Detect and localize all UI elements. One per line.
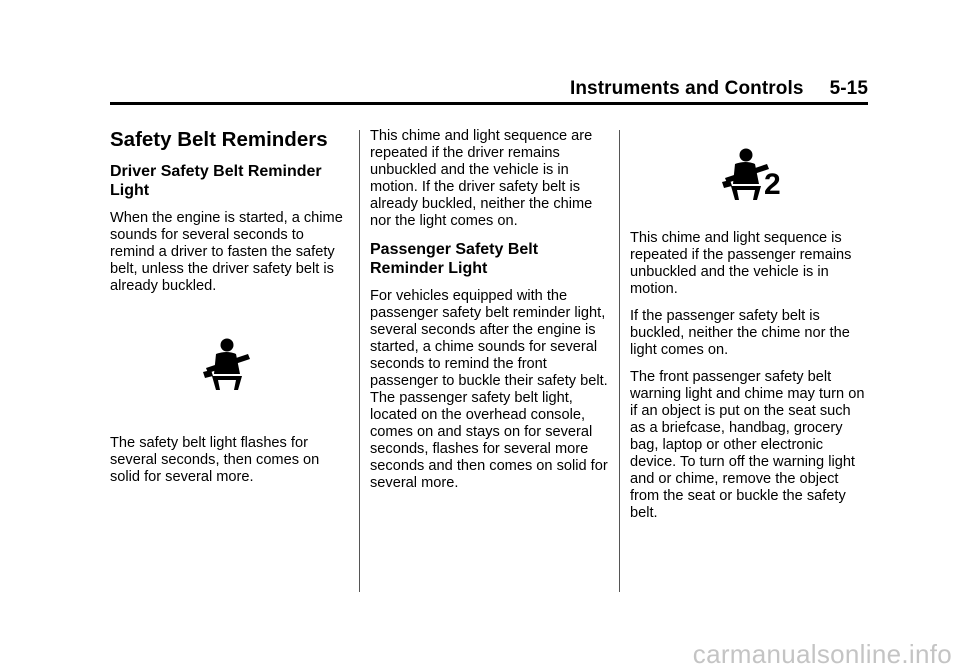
seatbelt-icon <box>203 338 251 392</box>
column-3 <box>630 128 870 532</box>
passenger-reminder-text: For vehicles equipped with the passenger safety belt reminder light, several seconds after the engine is started, a chime sounds for several seconds to remind the front passenger to buckle their safety belt. The passenger safety belt light, located on the overhead console, comes on and stays on for several seconds, flashes for several more seconds and then comes on solid for several more. <box>370 288 608 491</box>
passenger-icon-number: 2 <box>764 168 781 201</box>
passenger-reminder-heading: Passenger Safety Belt Reminder Light <box>370 241 539 277</box>
passenger-object-text: The front passenger safety belt warning light and chime may turn on if an object is put on the seat such as a briefcase, handbag, grocery bag, laptop or other electronic device. To turn off the warning light and or chime, remove the object from the seat or buckle the safety belt. <box>630 369 865 521</box>
page-number: 5-15 <box>829 78 868 99</box>
seatbelt-passenger-icon <box>722 148 770 202</box>
column-divider-left <box>359 130 360 592</box>
passenger-sequence-text: This chime and light sequence is repeated if the passenger remains unbuckled and the vehicle is in motion. <box>630 230 852 297</box>
column-1 <box>110 128 350 496</box>
passenger-buckled-text: If the passenger safety belt is buckled, neither the chime nor the light comes on. <box>630 308 850 358</box>
watermark: carmanualsonline.info <box>692 639 952 669</box>
driver-reminder-text: When the engine is started, a chime sounds for several seconds to remind a driver to fasten the safety belt, unless the driver safety belt is already buckled. <box>110 210 343 294</box>
icon-area <box>110 305 350 435</box>
column-divider-right <box>619 130 620 592</box>
page-header <box>570 78 868 100</box>
driver-reminder-heading: Driver Safety Belt Reminder Light <box>110 163 322 199</box>
belt-light-text: The safety belt light flashes for several seconds, then comes on solid for several more. <box>110 435 320 485</box>
section-heading: Safety Belt Reminders <box>110 128 328 151</box>
header-rule <box>110 102 868 105</box>
section-title: Instruments and Controls <box>569 78 804 99</box>
column-2 <box>370 128 610 502</box>
driver-sequence-text: This chime and light sequence are repeated if the driver remains unbuckled and the vehicle is in motion. If the driver safety belt is already buckled, neither the chime nor the light comes on. <box>370 128 593 229</box>
passenger-icon-area <box>630 128 870 230</box>
